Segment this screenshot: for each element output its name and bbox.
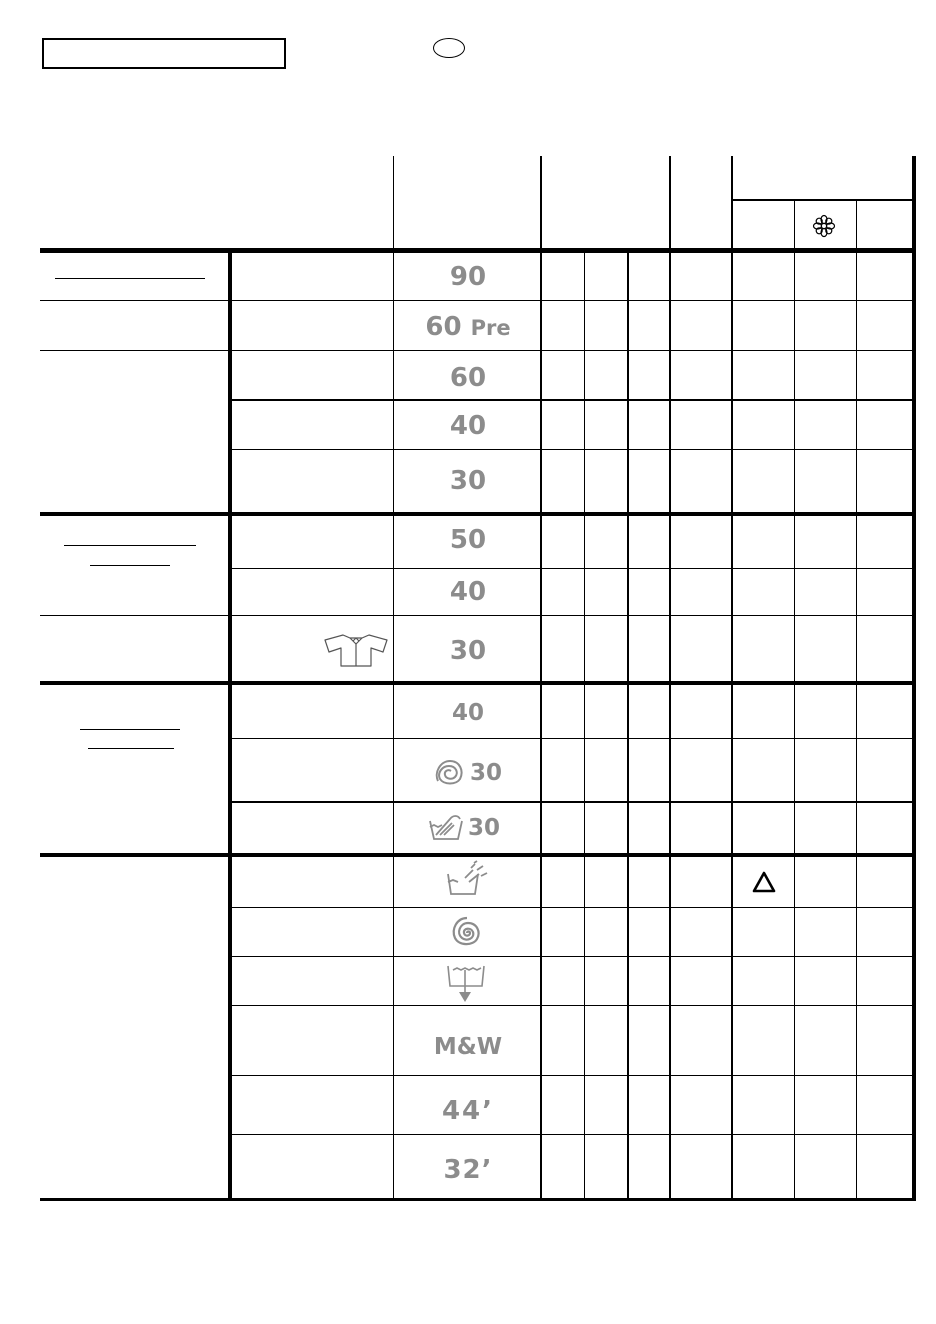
- table-rule: [40, 615, 914, 616]
- rinse-icon: [445, 860, 489, 898]
- wool-icon: [434, 757, 466, 787]
- handwash-temp: 30: [468, 815, 501, 841]
- drain-icon: [445, 962, 489, 1004]
- program-label: 40: [451, 700, 484, 726]
- table-rule: [231, 907, 914, 908]
- table-rule-group-1: [40, 512, 916, 516]
- warning-triangle-icon: [751, 870, 777, 894]
- table-rule: [228, 399, 914, 401]
- table-rule-group-3: [40, 853, 916, 857]
- table-rule: [40, 300, 914, 301]
- table-rule: [40, 350, 914, 351]
- header-label-box: [42, 38, 286, 69]
- program-label: 60: [449, 363, 487, 393]
- category-underline: [64, 545, 196, 546]
- flower-icon: [812, 214, 836, 238]
- table-rule-subheader: [732, 199, 914, 201]
- table-rule-group-2: [40, 681, 916, 685]
- program-label: 50: [449, 525, 487, 555]
- table-rule: [231, 1075, 914, 1076]
- language-badge: [433, 38, 465, 58]
- table-col-rule: [856, 200, 857, 1200]
- category-underline: [80, 729, 180, 730]
- program-label: 30: [449, 636, 487, 666]
- handwash-icon: [428, 811, 466, 843]
- table-rule: [231, 956, 914, 957]
- table-rule-header: [40, 248, 916, 253]
- category-underline: [88, 748, 174, 749]
- table-rule: [231, 1005, 914, 1006]
- program-label-prewash: [395, 312, 541, 342]
- shirt-icon: [323, 632, 389, 668]
- program-label: 90: [449, 262, 487, 292]
- wool-temp: 30: [470, 760, 503, 786]
- table-col-rule: [584, 250, 585, 1200]
- program-label: 32’: [443, 1155, 493, 1185]
- category-underline: [55, 278, 205, 279]
- table-col-rule: [794, 200, 795, 1200]
- program-temp: 60: [425, 312, 462, 342]
- table-col-rule: [912, 156, 916, 1200]
- program-label: 30: [449, 466, 487, 496]
- program-label: 40: [449, 577, 487, 607]
- program-label: M&W: [433, 1034, 503, 1060]
- table-rule: [231, 449, 914, 450]
- table-rule: [231, 1134, 914, 1135]
- table-rule-bottom: [40, 1198, 916, 1201]
- table-col-rule: [627, 250, 629, 1200]
- table-rule: [231, 801, 914, 803]
- table-col-rule: [393, 156, 394, 1200]
- table-rule: [231, 568, 914, 569]
- spin-icon: [447, 914, 487, 952]
- program-label: 40: [449, 411, 487, 441]
- program-label: 44’: [441, 1096, 495, 1126]
- category-underline: [90, 565, 170, 566]
- table-rule: [231, 738, 914, 739]
- table-col-rule: [228, 250, 232, 1200]
- table-col-rule: [731, 156, 733, 1200]
- program-suffix: Pre: [470, 316, 511, 340]
- table-col-rule: [669, 156, 671, 1200]
